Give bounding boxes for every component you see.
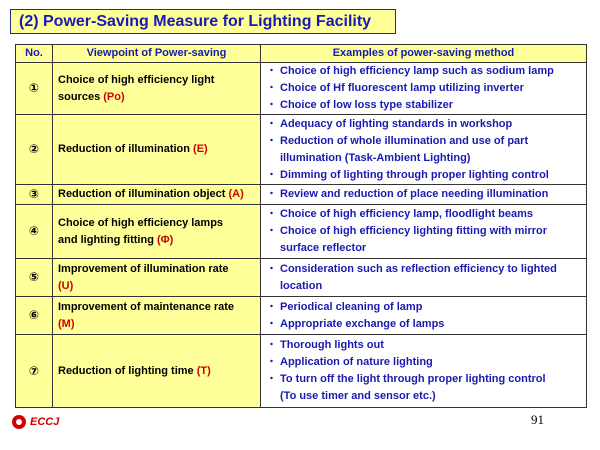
row-number: ③ [16,185,53,205]
viewpoint-cell [53,115,261,185]
table-row [16,297,587,335]
viewpoint-symbol: (M) [58,317,75,330]
row-number: ② [16,115,53,185]
eccj-logo-icon [12,415,26,429]
example-item [266,80,581,97]
example-item [266,63,581,80]
example-text: (To use timer and sensor etc.) [280,390,436,402]
row-number: ① [16,63,53,115]
viewpoint-symbol: (Φ) [156,233,174,246]
table-row [16,115,587,185]
row-number: ⑤ [16,259,53,297]
viewpoint-text: Choice of high efficiency lamps [58,216,224,229]
bullet-icon: ・ [266,65,277,77]
bullet-icon: ・ [266,168,277,181]
viewpoint-symbol: (Po) [103,90,125,103]
row-number: ⑦ [16,335,53,408]
bullet-icon: ・ [266,300,277,313]
viewpoint-text: and lighting fitting [58,233,157,246]
header-examples: Examples of power-saving method [261,45,587,63]
viewpoint-text: Reduction of lighting time [58,364,197,377]
example-text: Review and reduction of place needing illumination [280,188,549,200]
table-row [16,205,587,259]
example-item [266,261,581,278]
viewpoint-text: sources [58,90,104,103]
examples-cell [261,185,587,205]
example-item [266,116,581,133]
viewpoint-cell [53,63,261,115]
example-item [266,206,581,223]
example-text: Choice of Hf fluorescent lamp utilizing inverter [280,82,524,94]
example-text: Reduction of whole illumination and use of part [280,134,529,147]
table-row [16,185,587,205]
viewpoint-symbol: (A) [228,188,244,200]
bullet-icon: ・ [266,188,277,200]
viewpoint-text: Improvement of maintenance rate [58,300,235,313]
eccj-logo-text: ECCJ [30,416,60,428]
power-saving-table [15,44,587,408]
viewpoint-symbol: (U) [58,279,74,292]
example-item [266,316,581,333]
example-text: Choice of low loss type stabilizer [280,99,453,111]
example-text: Choice of high efficiency lamp, floodlight beams [280,208,534,220]
table-row [16,259,587,297]
table-header-row [16,45,587,63]
example-item [266,133,581,150]
bullet-icon: ・ [266,373,277,385]
bullet-icon: ・ [266,208,277,220]
viewpoint-cell [53,259,261,297]
example-item [266,299,581,316]
example-text: Choice of high efficiency lighting fitting with mirror [280,225,548,237]
viewpoint-text: Improvement of illumination rate [58,262,229,275]
example-text: To turn off the light through proper lighting control [280,373,546,385]
examples-cell [261,115,587,185]
page-title: (2) Power-Saving Measure for Lighting Facility [10,9,396,34]
example-text: Choice of high efficiency lamp such as sodium lamp [280,65,554,77]
bullet-icon: ・ [266,82,277,94]
example-text: Periodical cleaning of lamp [280,300,423,313]
example-text: Appropriate exchange of lamps [280,317,445,330]
table-row [16,63,587,115]
example-item [266,371,581,388]
example-item [266,150,581,167]
example-text: illumination (Task-Ambient Lighting) [280,151,471,164]
example-text: location [280,279,323,292]
example-item [266,97,581,114]
examples-cell [261,205,587,259]
examples-cell [261,63,587,115]
eccj-logo [12,415,59,429]
examples-cell [261,297,587,335]
bullet-icon: ・ [266,117,277,130]
example-item [266,337,581,354]
example-text: Thorough lights out [280,339,384,351]
example-item [266,278,581,295]
example-item [266,388,581,405]
viewpoint-symbol: (E) [193,143,208,155]
viewpoint-cell [53,205,261,259]
bullet-icon: ・ [266,339,277,351]
page-number: 91 [531,412,544,427]
viewpoint-cell [53,335,261,408]
bullet-icon: ・ [266,225,277,237]
viewpoint-symbol: (T) [196,364,211,377]
bullet-icon: ・ [266,356,277,368]
example-item [266,240,581,257]
example-text: Application of nature lighting [280,356,433,368]
example-item [266,354,581,371]
example-text: Consideration such as reflection efficiency to lighted [280,262,557,275]
example-text: Dimming of lighting through proper lighting control [280,168,549,181]
bullet-icon: ・ [266,134,277,147]
viewpoint-cell [53,185,261,205]
bullet-icon: ・ [266,317,277,330]
header-viewpoint: Viewpoint of Power-saving [53,45,261,63]
example-text: Adequacy of lighting standards in workshop [280,117,513,130]
example-item [266,167,581,184]
example-item [266,223,581,240]
bullet-icon: ・ [266,262,277,275]
viewpoint-text: Reduction of illumination object [58,188,229,200]
example-item [266,186,581,203]
viewpoint-text: Choice of high efficiency light [58,73,215,86]
header-no: No. [16,45,53,63]
row-number: ⑥ [16,297,53,335]
examples-cell [261,259,587,297]
viewpoint-cell [53,297,261,335]
examples-cell [261,335,587,408]
bullet-icon: ・ [266,99,277,111]
table-row [16,335,587,408]
viewpoint-text: Reduction of illumination [58,143,194,155]
row-number: ④ [16,205,53,259]
example-text: surface reflector [280,242,367,254]
